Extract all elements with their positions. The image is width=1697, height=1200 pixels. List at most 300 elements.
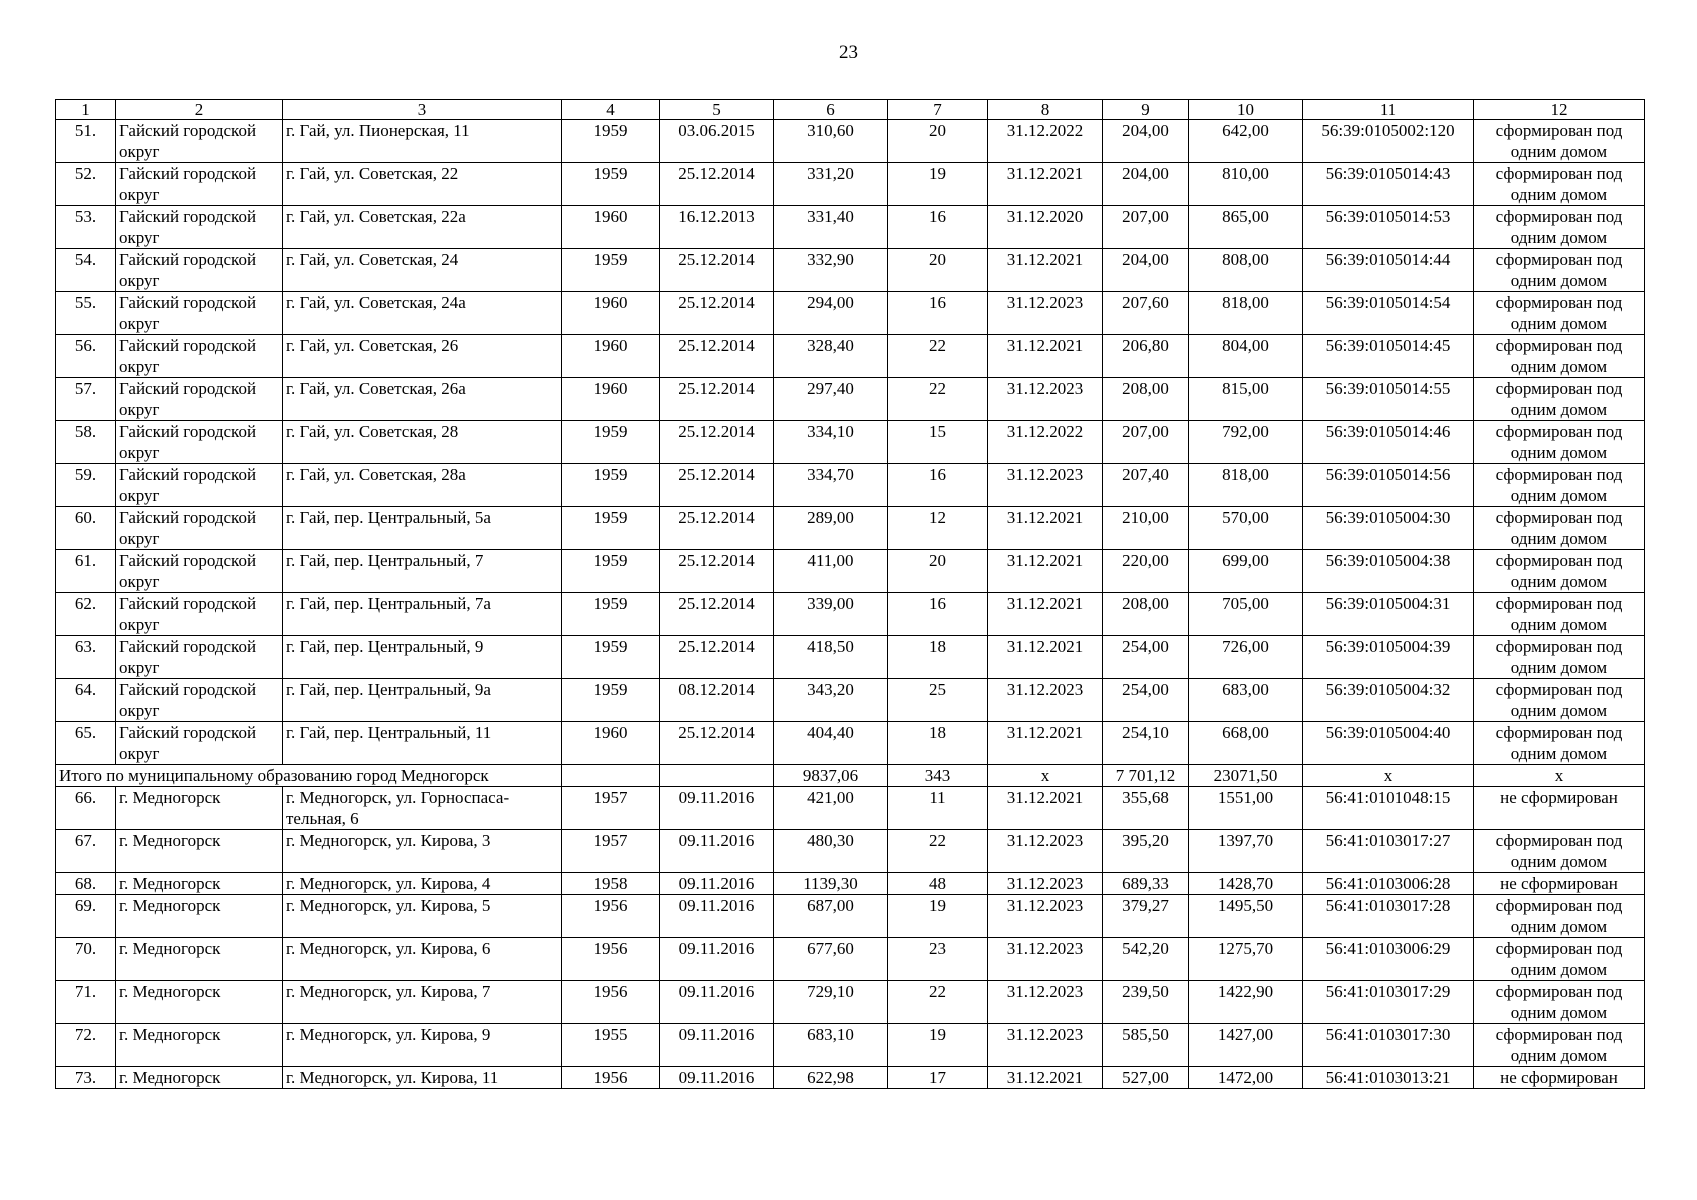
municipality-cell: Гайский городской округ bbox=[116, 292, 283, 335]
cadastral-number-cell: 56:39:0105004:39 bbox=[1303, 636, 1474, 679]
land-status-cell: сформирован под одним домом bbox=[1474, 378, 1645, 421]
value10-cell: 1422,90 bbox=[1189, 981, 1303, 1024]
residents-cell: 17 bbox=[888, 1067, 988, 1089]
row-number: 57. bbox=[56, 378, 116, 421]
value10-cell: 810,00 bbox=[1189, 163, 1303, 206]
residents-cell: 22 bbox=[888, 981, 988, 1024]
date-cell: 25.12.2014 bbox=[660, 507, 774, 550]
land-status-cell: сформирован под одним домом bbox=[1474, 421, 1645, 464]
total-value9-cell: 7 701,12 bbox=[1103, 765, 1189, 787]
value10-cell: 1551,00 bbox=[1189, 787, 1303, 830]
table-row bbox=[56, 1067, 1645, 1089]
row-number: 54. bbox=[56, 249, 116, 292]
column-header: 10 bbox=[1189, 100, 1303, 120]
area-cell: 683,10 bbox=[774, 1024, 888, 1067]
cadastral-number-cell: 56:39:0105014:55 bbox=[1303, 378, 1474, 421]
land-status-cell: сформирован под одним домом bbox=[1474, 895, 1645, 938]
deadline-cell: 31.12.2023 bbox=[988, 292, 1103, 335]
area-cell: 332,90 bbox=[774, 249, 888, 292]
cadastral-number-cell: 56:39:0105014:53 bbox=[1303, 206, 1474, 249]
value9-cell: 207,00 bbox=[1103, 421, 1189, 464]
address-cell: г. Гай, ул. Советская, 22 bbox=[283, 163, 562, 206]
deadline-cell: 31.12.2020 bbox=[988, 206, 1103, 249]
cadastral-number-cell: 56:41:0101048:15 bbox=[1303, 787, 1474, 830]
address-cell: г. Гай, ул. Советская, 24а bbox=[283, 292, 562, 335]
cadastral-number-cell: 56:39:0105004:40 bbox=[1303, 722, 1474, 765]
municipality-cell: г. Медногорск bbox=[116, 787, 283, 830]
municipality-cell: Гайский городской округ bbox=[116, 335, 283, 378]
table-row bbox=[56, 873, 1645, 895]
cadastral-number-cell: 56:39:0105014:46 bbox=[1303, 421, 1474, 464]
value10-cell: 1275,70 bbox=[1189, 938, 1303, 981]
column-header: 6 bbox=[774, 100, 888, 120]
date-cell: 25.12.2014 bbox=[660, 249, 774, 292]
cadastral-number-cell: 56:41:0103006:28 bbox=[1303, 873, 1474, 895]
address-cell: г. Гай, ул. Советская, 26 bbox=[283, 335, 562, 378]
date-cell: 09.11.2016 bbox=[660, 830, 774, 873]
residents-cell: 20 bbox=[888, 249, 988, 292]
value9-cell: 207,00 bbox=[1103, 206, 1189, 249]
residents-cell: 19 bbox=[888, 1024, 988, 1067]
land-status-cell: сформирован под одним домом bbox=[1474, 830, 1645, 873]
area-cell: 297,40 bbox=[774, 378, 888, 421]
date-cell: 09.11.2016 bbox=[660, 938, 774, 981]
cadastral-number-cell: 56:41:0103017:27 bbox=[1303, 830, 1474, 873]
address-cell: г. Гай, пер. Центральный, 5а bbox=[283, 507, 562, 550]
date-cell: 03.06.2015 bbox=[660, 120, 774, 163]
residents-cell: 22 bbox=[888, 335, 988, 378]
column-header: 1 bbox=[56, 100, 116, 120]
area-cell: 677,60 bbox=[774, 938, 888, 981]
residents-cell: 22 bbox=[888, 830, 988, 873]
table-row bbox=[56, 679, 1645, 722]
table-row bbox=[56, 249, 1645, 292]
address-cell: г. Гай, ул. Пионерская, 11 bbox=[283, 120, 562, 163]
year-cell: 1959 bbox=[562, 249, 660, 292]
year-cell: 1959 bbox=[562, 163, 660, 206]
address-cell: г. Гай, пер. Центральный, 7а bbox=[283, 593, 562, 636]
year-cell: 1959 bbox=[562, 421, 660, 464]
column-header: 8 bbox=[988, 100, 1103, 120]
land-status-cell: сформирован под одним домом bbox=[1474, 938, 1645, 981]
total-value10-cell: 23071,50 bbox=[1189, 765, 1303, 787]
value10-cell: 818,00 bbox=[1189, 464, 1303, 507]
row-number: 61. bbox=[56, 550, 116, 593]
deadline-cell: 31.12.2023 bbox=[988, 464, 1103, 507]
address-cell: г. Гай, пер. Центральный, 9а bbox=[283, 679, 562, 722]
row-number: 63. bbox=[56, 636, 116, 679]
cadastral-number-cell: 56:39:0105014:45 bbox=[1303, 335, 1474, 378]
address-cell: г. Гай, пер. Центральный, 7 bbox=[283, 550, 562, 593]
cadastral-number-cell: 56:39:0105002:120 bbox=[1303, 120, 1474, 163]
address-cell: г. Медногорск, ул. Кирова, 9 bbox=[283, 1024, 562, 1067]
column-header: 7 bbox=[888, 100, 988, 120]
table-row bbox=[56, 722, 1645, 765]
residents-cell: 25 bbox=[888, 679, 988, 722]
land-status-cell: сформирован под одним домом bbox=[1474, 507, 1645, 550]
cadastral-number-cell: 56:39:0105014:43 bbox=[1303, 163, 1474, 206]
value10-cell: 808,00 bbox=[1189, 249, 1303, 292]
municipality-cell: Гайский городской округ bbox=[116, 464, 283, 507]
area-cell: 687,00 bbox=[774, 895, 888, 938]
row-number: 59. bbox=[56, 464, 116, 507]
row-number: 73. bbox=[56, 1067, 116, 1089]
year-cell: 1960 bbox=[562, 292, 660, 335]
municipality-cell: Гайский городской округ bbox=[116, 163, 283, 206]
value10-cell: 1472,00 bbox=[1189, 1067, 1303, 1089]
deadline-cell: 31.12.2021 bbox=[988, 335, 1103, 378]
municipality-cell: Гайский городской округ bbox=[116, 421, 283, 464]
residents-cell: 22 bbox=[888, 378, 988, 421]
total-deadline-cell: x bbox=[988, 765, 1103, 787]
address-cell: г. Медногорск, ул. Кирова, 5 bbox=[283, 895, 562, 938]
area-cell: 328,40 bbox=[774, 335, 888, 378]
value9-cell: 585,50 bbox=[1103, 1024, 1189, 1067]
year-cell: 1957 bbox=[562, 787, 660, 830]
municipality-cell: Гайский городской округ bbox=[116, 636, 283, 679]
row-number: 72. bbox=[56, 1024, 116, 1067]
residents-cell: 12 bbox=[888, 507, 988, 550]
area-cell: 729,10 bbox=[774, 981, 888, 1024]
deadline-cell: 31.12.2022 bbox=[988, 120, 1103, 163]
date-cell: 09.11.2016 bbox=[660, 787, 774, 830]
area-cell: 334,70 bbox=[774, 464, 888, 507]
value9-cell: 208,00 bbox=[1103, 378, 1189, 421]
value9-cell: 210,00 bbox=[1103, 507, 1189, 550]
municipality-cell: г. Медногорск bbox=[116, 1067, 283, 1089]
total-year-cell bbox=[562, 765, 660, 787]
value9-cell: 542,20 bbox=[1103, 938, 1189, 981]
value9-cell: 689,33 bbox=[1103, 873, 1189, 895]
deadline-cell: 31.12.2023 bbox=[988, 830, 1103, 873]
land-status-cell: сформирован под одним домом bbox=[1474, 163, 1645, 206]
municipality-cell: Гайский городской округ bbox=[116, 550, 283, 593]
deadline-cell: 31.12.2021 bbox=[988, 507, 1103, 550]
residents-cell: 16 bbox=[888, 593, 988, 636]
area-cell: 334,10 bbox=[774, 421, 888, 464]
deadline-cell: 31.12.2023 bbox=[988, 895, 1103, 938]
table-row bbox=[56, 636, 1645, 679]
land-status-cell: не сформирован bbox=[1474, 873, 1645, 895]
table-row bbox=[56, 378, 1645, 421]
value10-cell: 668,00 bbox=[1189, 722, 1303, 765]
land-status-cell: не сформирован bbox=[1474, 787, 1645, 830]
municipality-cell: Гайский городской округ bbox=[116, 249, 283, 292]
land-status-cell: сформирован под одним домом bbox=[1474, 249, 1645, 292]
cadastral-number-cell: 56:41:0103013:21 bbox=[1303, 1067, 1474, 1089]
year-cell: 1959 bbox=[562, 550, 660, 593]
value9-cell: 239,50 bbox=[1103, 981, 1189, 1024]
area-cell: 310,60 bbox=[774, 120, 888, 163]
area-cell: 289,00 bbox=[774, 507, 888, 550]
municipality-cell: Гайский городской округ bbox=[116, 120, 283, 163]
municipality-cell: г. Медногорск bbox=[116, 1024, 283, 1067]
value9-cell: 395,20 bbox=[1103, 830, 1189, 873]
municipality-cell: Гайский городской округ bbox=[116, 206, 283, 249]
year-cell: 1960 bbox=[562, 722, 660, 765]
value10-cell: 642,00 bbox=[1189, 120, 1303, 163]
value9-cell: 204,00 bbox=[1103, 163, 1189, 206]
table-row bbox=[56, 830, 1645, 873]
row-number: 64. bbox=[56, 679, 116, 722]
table-row bbox=[56, 292, 1645, 335]
deadline-cell: 31.12.2023 bbox=[988, 378, 1103, 421]
table-row bbox=[56, 163, 1645, 206]
address-cell: г. Медногорск, ул. Кирова, 11 bbox=[283, 1067, 562, 1089]
column-header: 9 bbox=[1103, 100, 1189, 120]
value10-cell: 792,00 bbox=[1189, 421, 1303, 464]
area-cell: 480,30 bbox=[774, 830, 888, 873]
column-header: 11 bbox=[1303, 100, 1474, 120]
row-number: 53. bbox=[56, 206, 116, 249]
date-cell: 25.12.2014 bbox=[660, 722, 774, 765]
date-cell: 25.12.2014 bbox=[660, 163, 774, 206]
land-status-cell: сформирован под одним домом bbox=[1474, 206, 1645, 249]
row-number: 67. bbox=[56, 830, 116, 873]
land-status-cell: не сформирован bbox=[1474, 1067, 1645, 1089]
deadline-cell: 31.12.2023 bbox=[988, 938, 1103, 981]
deadline-cell: 31.12.2021 bbox=[988, 249, 1103, 292]
cadastral-number-cell: 56:39:0105004:38 bbox=[1303, 550, 1474, 593]
row-number: 58. bbox=[56, 421, 116, 464]
cadastral-number-cell: 56:41:0103017:28 bbox=[1303, 895, 1474, 938]
value9-cell: 220,00 bbox=[1103, 550, 1189, 593]
row-number: 71. bbox=[56, 981, 116, 1024]
column-header: 2 bbox=[116, 100, 283, 120]
land-status-cell: сформирован под одним домом bbox=[1474, 593, 1645, 636]
municipality-cell: г. Медногорск bbox=[116, 873, 283, 895]
deadline-cell: 31.12.2023 bbox=[988, 1024, 1103, 1067]
table-row bbox=[56, 550, 1645, 593]
area-cell: 331,20 bbox=[774, 163, 888, 206]
table-row bbox=[56, 335, 1645, 378]
row-number: 51. bbox=[56, 120, 116, 163]
value9-cell: 207,60 bbox=[1103, 292, 1189, 335]
value9-cell: 254,00 bbox=[1103, 679, 1189, 722]
housing-registry-table bbox=[55, 99, 1645, 1089]
date-cell: 25.12.2014 bbox=[660, 378, 774, 421]
year-cell: 1959 bbox=[562, 507, 660, 550]
land-status-cell: сформирован под одним домом bbox=[1474, 636, 1645, 679]
value10-cell: 705,00 bbox=[1189, 593, 1303, 636]
residents-cell: 23 bbox=[888, 938, 988, 981]
year-cell: 1955 bbox=[562, 1024, 660, 1067]
municipality-cell: г. Медногорск bbox=[116, 981, 283, 1024]
year-cell: 1956 bbox=[562, 895, 660, 938]
municipality-cell: Гайский городской округ bbox=[116, 593, 283, 636]
row-number: 68. bbox=[56, 873, 116, 895]
date-cell: 25.12.2014 bbox=[660, 292, 774, 335]
deadline-cell: 31.12.2021 bbox=[988, 787, 1103, 830]
year-cell: 1959 bbox=[562, 464, 660, 507]
address-cell: г. Медногорск, ул. Кирова, 6 bbox=[283, 938, 562, 981]
deadline-cell: 31.12.2021 bbox=[988, 722, 1103, 765]
cadastral-number-cell: 56:39:0105014:54 bbox=[1303, 292, 1474, 335]
date-cell: 09.11.2016 bbox=[660, 1067, 774, 1089]
deadline-cell: 31.12.2021 bbox=[988, 550, 1103, 593]
residents-cell: 18 bbox=[888, 722, 988, 765]
address-cell: г. Гай, ул. Советская, 28 bbox=[283, 421, 562, 464]
date-cell: 09.11.2016 bbox=[660, 981, 774, 1024]
land-status-cell: сформирован под одним домом bbox=[1474, 292, 1645, 335]
date-cell: 09.11.2016 bbox=[660, 1024, 774, 1067]
cadastral-number-cell: 56:41:0103017:30 bbox=[1303, 1024, 1474, 1067]
cadastral-number-cell: 56:39:0105004:30 bbox=[1303, 507, 1474, 550]
area-cell: 622,98 bbox=[774, 1067, 888, 1089]
column-header: 5 bbox=[660, 100, 774, 120]
value10-cell: 699,00 bbox=[1189, 550, 1303, 593]
year-cell: 1959 bbox=[562, 679, 660, 722]
value9-cell: 527,00 bbox=[1103, 1067, 1189, 1089]
cadastral-number-cell: 56:39:0105004:31 bbox=[1303, 593, 1474, 636]
residents-cell: 16 bbox=[888, 464, 988, 507]
row-number: 69. bbox=[56, 895, 116, 938]
value9-cell: 379,27 bbox=[1103, 895, 1189, 938]
year-cell: 1960 bbox=[562, 378, 660, 421]
value10-cell: 818,00 bbox=[1189, 292, 1303, 335]
table-row bbox=[56, 206, 1645, 249]
municipality-cell: Гайский городской округ bbox=[116, 378, 283, 421]
year-cell: 1959 bbox=[562, 593, 660, 636]
deadline-cell: 31.12.2022 bbox=[988, 421, 1103, 464]
value10-cell: 570,00 bbox=[1189, 507, 1303, 550]
year-cell: 1960 bbox=[562, 206, 660, 249]
total-cadastral-cell: x bbox=[1303, 765, 1474, 787]
value10-cell: 804,00 bbox=[1189, 335, 1303, 378]
municipality-cell: г. Медногорск bbox=[116, 938, 283, 981]
municipality-cell: Гайский городской округ bbox=[116, 679, 283, 722]
table-row bbox=[56, 938, 1645, 981]
residents-cell: 20 bbox=[888, 120, 988, 163]
address-cell: г. Гай, пер. Центральный, 9 bbox=[283, 636, 562, 679]
row-number: 70. bbox=[56, 938, 116, 981]
row-number: 62. bbox=[56, 593, 116, 636]
land-status-cell: сформирован под одним домом bbox=[1474, 550, 1645, 593]
value10-cell: 726,00 bbox=[1189, 636, 1303, 679]
table-row bbox=[56, 895, 1645, 938]
residents-cell: 20 bbox=[888, 550, 988, 593]
value10-cell: 1397,70 bbox=[1189, 830, 1303, 873]
table-row bbox=[56, 120, 1645, 163]
year-cell: 1956 bbox=[562, 981, 660, 1024]
cadastral-number-cell: 56:41:0103017:29 bbox=[1303, 981, 1474, 1024]
value9-cell: 207,40 bbox=[1103, 464, 1189, 507]
year-cell: 1956 bbox=[562, 938, 660, 981]
address-cell: г. Медногорск, ул. Кирова, 3 bbox=[283, 830, 562, 873]
value10-cell: 683,00 bbox=[1189, 679, 1303, 722]
address-cell: г. Гай, ул. Советская, 28а bbox=[283, 464, 562, 507]
date-cell: 16.12.2013 bbox=[660, 206, 774, 249]
table-row bbox=[56, 787, 1645, 830]
address-cell: г. Медногорск, ул. Кирова, 7 bbox=[283, 981, 562, 1024]
residents-cell: 18 bbox=[888, 636, 988, 679]
year-cell: 1959 bbox=[562, 120, 660, 163]
row-number: 65. bbox=[56, 722, 116, 765]
total-label: Итого по муниципальному образованию город Медногорск bbox=[56, 765, 562, 787]
area-cell: 404,40 bbox=[774, 722, 888, 765]
address-cell: г. Гай, пер. Центральный, 11 bbox=[283, 722, 562, 765]
table-row bbox=[56, 507, 1645, 550]
land-status-cell: сформирован под одним домом bbox=[1474, 120, 1645, 163]
municipality-cell: Гайский городской округ bbox=[116, 722, 283, 765]
total-status-cell: x bbox=[1474, 765, 1645, 787]
date-cell: 09.11.2016 bbox=[660, 895, 774, 938]
land-status-cell: сформирован под одним домом bbox=[1474, 335, 1645, 378]
area-cell: 343,20 bbox=[774, 679, 888, 722]
value9-cell: 204,00 bbox=[1103, 249, 1189, 292]
residents-cell: 11 bbox=[888, 787, 988, 830]
row-number: 55. bbox=[56, 292, 116, 335]
address-cell: г. Медногорск, ул. Горноспаса-тельная, 6 bbox=[283, 787, 562, 830]
table-row bbox=[56, 421, 1645, 464]
municipality-cell: г. Медногорск bbox=[116, 830, 283, 873]
land-status-cell: сформирован под одним домом bbox=[1474, 679, 1645, 722]
residents-cell: 19 bbox=[888, 163, 988, 206]
column-header: 12 bbox=[1474, 100, 1645, 120]
area-cell: 421,00 bbox=[774, 787, 888, 830]
value9-cell: 206,80 bbox=[1103, 335, 1189, 378]
row-number: 66. bbox=[56, 787, 116, 830]
total-row bbox=[56, 765, 1645, 787]
area-cell: 294,00 bbox=[774, 292, 888, 335]
date-cell: 25.12.2014 bbox=[660, 464, 774, 507]
year-cell: 1958 bbox=[562, 873, 660, 895]
column-header: 4 bbox=[562, 100, 660, 120]
row-number: 52. bbox=[56, 163, 116, 206]
deadline-cell: 31.12.2023 bbox=[988, 873, 1103, 895]
date-cell: 25.12.2014 bbox=[660, 550, 774, 593]
residents-cell: 15 bbox=[888, 421, 988, 464]
residents-cell: 48 bbox=[888, 873, 988, 895]
value10-cell: 1495,50 bbox=[1189, 895, 1303, 938]
total-residents-cell: 343 bbox=[888, 765, 988, 787]
area-cell: 1139,30 bbox=[774, 873, 888, 895]
date-cell: 25.12.2014 bbox=[660, 421, 774, 464]
area-cell: 411,00 bbox=[774, 550, 888, 593]
deadline-cell: 31.12.2021 bbox=[988, 593, 1103, 636]
column-header-row bbox=[56, 100, 1645, 120]
cadastral-number-cell: 56:39:0105014:44 bbox=[1303, 249, 1474, 292]
residents-cell: 16 bbox=[888, 206, 988, 249]
table-row bbox=[56, 464, 1645, 507]
year-cell: 1956 bbox=[562, 1067, 660, 1089]
date-cell: 25.12.2014 bbox=[660, 636, 774, 679]
total-area-cell: 9837,06 bbox=[774, 765, 888, 787]
area-cell: 418,50 bbox=[774, 636, 888, 679]
row-number: 56. bbox=[56, 335, 116, 378]
area-cell: 331,40 bbox=[774, 206, 888, 249]
address-cell: г. Медногорск, ул. Кирова, 4 bbox=[283, 873, 562, 895]
year-cell: 1960 bbox=[562, 335, 660, 378]
value9-cell: 208,00 bbox=[1103, 593, 1189, 636]
row-number: 60. bbox=[56, 507, 116, 550]
value10-cell: 865,00 bbox=[1189, 206, 1303, 249]
deadline-cell: 31.12.2023 bbox=[988, 981, 1103, 1024]
address-cell: г. Гай, ул. Советская, 22а bbox=[283, 206, 562, 249]
residents-cell: 16 bbox=[888, 292, 988, 335]
table-row bbox=[56, 981, 1645, 1024]
value9-cell: 204,00 bbox=[1103, 120, 1189, 163]
value10-cell: 1427,00 bbox=[1189, 1024, 1303, 1067]
value10-cell: 1428,70 bbox=[1189, 873, 1303, 895]
year-cell: 1957 bbox=[562, 830, 660, 873]
total-date-cell bbox=[660, 765, 774, 787]
deadline-cell: 31.12.2021 bbox=[988, 163, 1103, 206]
table-row bbox=[56, 1024, 1645, 1067]
municipality-cell: Гайский городской округ bbox=[116, 507, 283, 550]
address-cell: г. Гай, ул. Советская, 24 bbox=[283, 249, 562, 292]
cadastral-number-cell: 56:39:0105014:56 bbox=[1303, 464, 1474, 507]
